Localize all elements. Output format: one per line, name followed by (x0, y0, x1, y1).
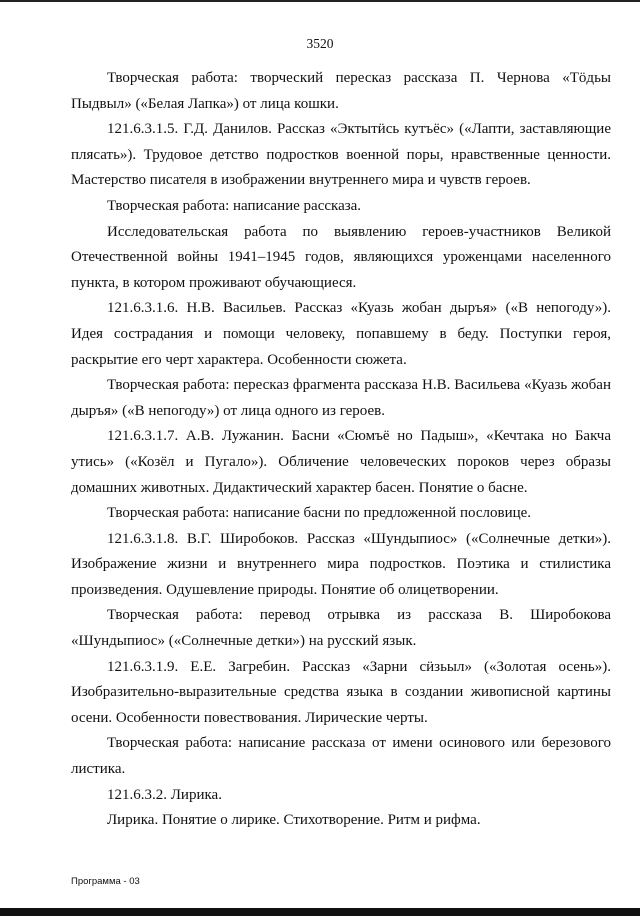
page-number: 3520 (306, 36, 334, 51)
paragraph-lyrics-definition: Лирика. Понятие о лирике. Стихотворение. Ритм и рифма. (107, 812, 481, 829)
paragraph-creative-work-fable: Творческая работа: написание басни по предложенной пословице. (107, 505, 532, 522)
paragraph-creative-work-leaf: Творческая работа: написание рассказа от имени осинового или березового листика. (71, 735, 611, 778)
paragraph-creative-work-story: Творческая работа: написание рассказа. (107, 197, 362, 214)
paragraph-shirobokov: 121.6.3.1.8. В.Г. Широбоков. Рассказ «Шундыпиос» («Солнечные детки»). Изображение жизни и внутреннего мира подростков. Поэтика и стилистика произведения. Одушевление природы. Понятие об олицетворении. (71, 530, 611, 598)
paragraph-creative-work-vasiliev: Творческая работа: пересказ фрагмента рассказа Н.В. Васильева «Куазь жобан дыръя» («В непогоду») от лица одного из героев. (71, 377, 611, 419)
page-body (71, 66, 611, 834)
paragraph-zagrebin: 121.6.3.1.9. Е.Е. Загребин. Рассказ «Зарни сӥзьыл» («Золотая осень»). Изобразительно-выразительные средства языка в создании живописной картины осени. Особенности повествования. Лирические черты. (71, 658, 611, 726)
paragraph-luzhanin: 121.6.3.1.7. А.В. Лужанин. Басни «Сюмъё но Падыш», «Кечтака но Бакча утись» («Козёл и Пугало»). Обличение человеческих пороков через образы домашних животных. Дидактический характер басен. Понятие о басне. (71, 428, 611, 496)
section-heading-lyrics: 121.6.3.2. Лирика. (107, 786, 222, 803)
scan-edge-top (0, 0, 640, 2)
paragraph-danilov: 121.6.3.1.5. Г.Д. Данилов. Рассказ «Эктытӥсь кутъёс» («Лапти, заставляющие плясать»). Трудовое детство подростков военной поры, нравственные ценности. Мастерство писателя в изображении внутреннего мира и чувств героев. (71, 121, 611, 189)
paragraph-vasiliev: 121.6.3.1.6. Н.В. Васильев. Рассказ «Куазь жобан дыръя» («В непогоду»). Идея сострадания и помощи человеку, попавшему в беду. Поступки героя, раскрытие его черт характера. Особенности сюжета. (71, 300, 611, 368)
paragraph-creative-work-chernov: Творческая работа: творческий пересказ рассказа П. Чернова «Тӧдьы Пыдвыл» («Белая Лапка») от лица кошки. (71, 70, 611, 112)
paragraph-research-work: Исследовательская работа по выявлению героев-участников Великой Отечественной войны 1941–1945 годов, являющихся уроженцами населенного пункта, в котором проживают обучающиеся. (71, 223, 611, 291)
scan-edge-bottom (0, 908, 640, 916)
footer-program-label: Программа - 03 (71, 876, 140, 887)
paragraph-creative-work-translation: Творческая работа: перевод отрывка из рассказа В. Широбокова «Шундыпиос» («Солнечные детки») на русский язык. (71, 607, 611, 650)
